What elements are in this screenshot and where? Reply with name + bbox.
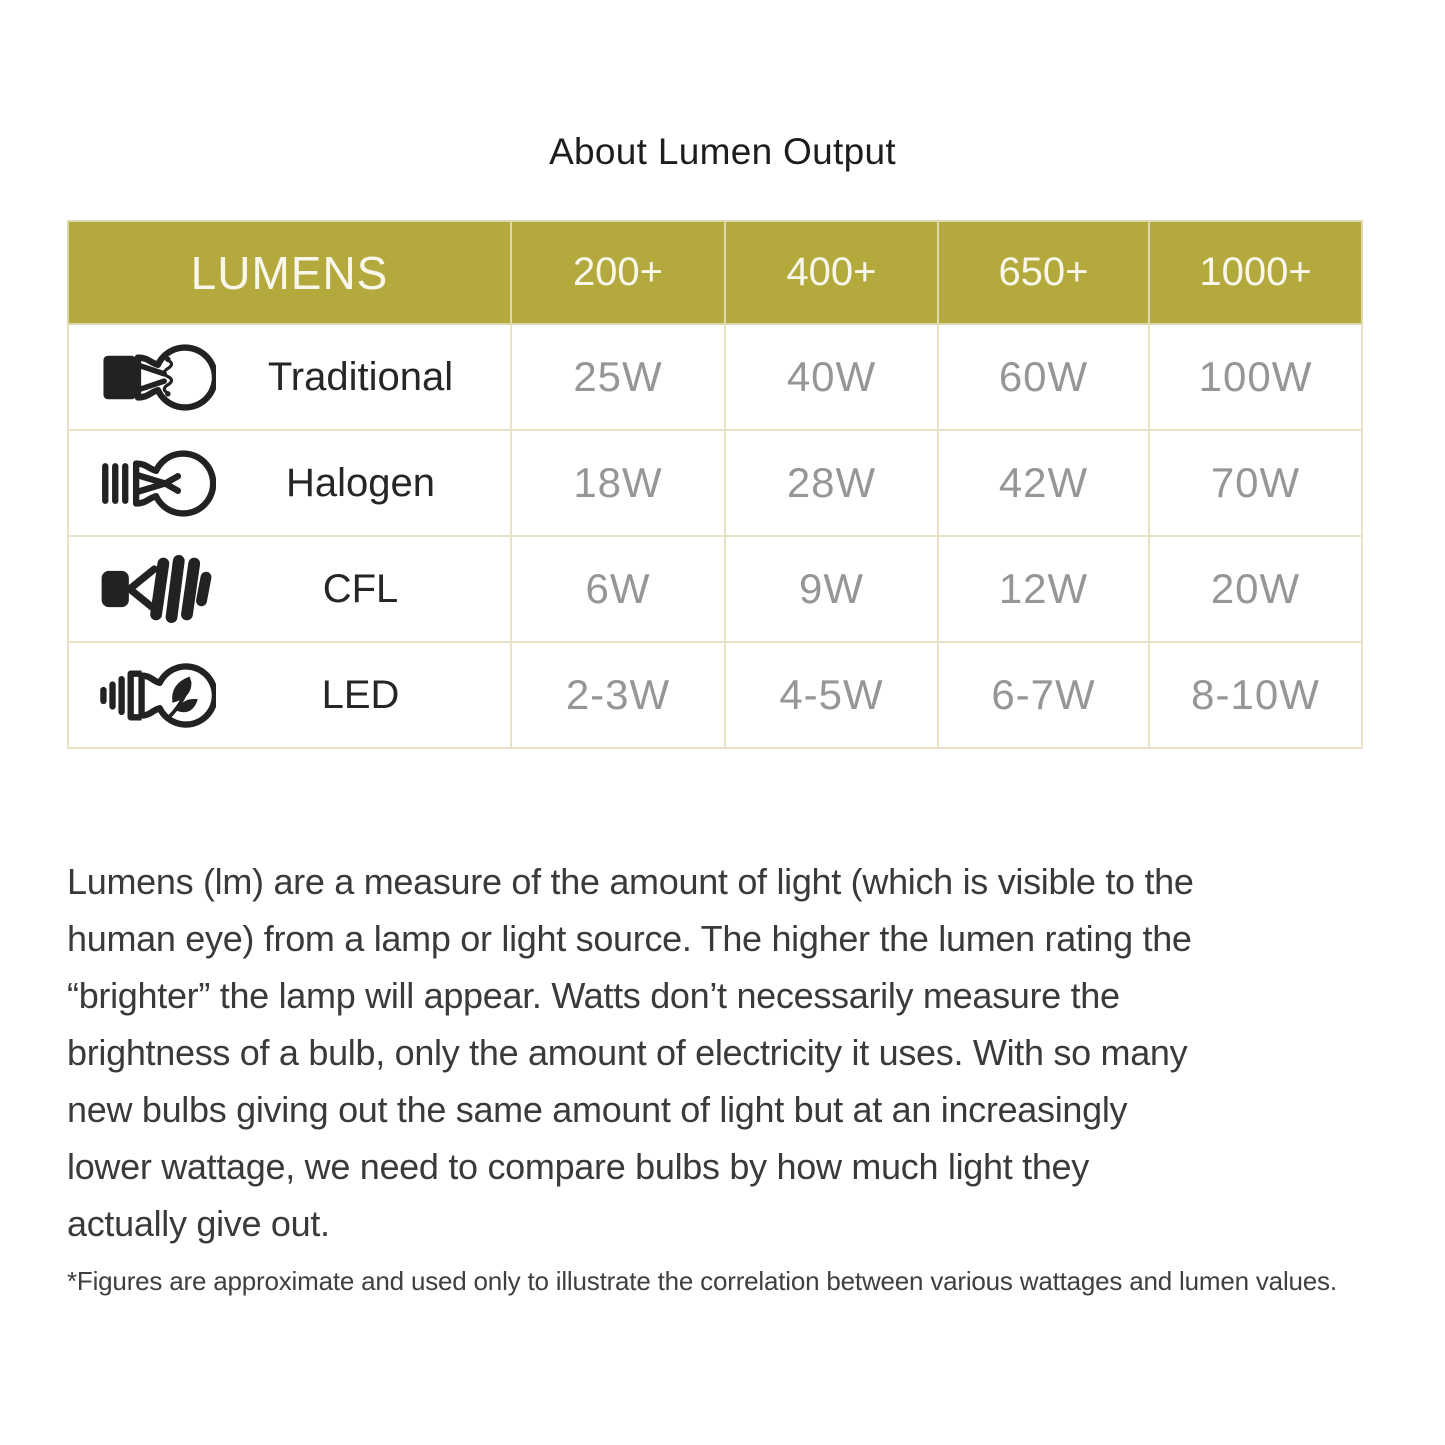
cfl-400-value: 9W (725, 536, 938, 642)
paragraph-line: new bulbs giving out the same amount of light but at an increasingly (67, 1089, 1128, 1130)
row-label-halogen: Halogen (285, 460, 435, 505)
led-bulb-icon (95, 650, 219, 741)
column-header-650: 650+ (938, 221, 1149, 324)
lumens-description-paragraph (67, 853, 1407, 1252)
paragraph-line: Lumens (lm) are a measure of the amount of light (which is visible to the (67, 861, 1194, 902)
led-650-value: 6-7W (938, 642, 1149, 748)
traditional-200-value: 25W (511, 324, 725, 430)
column-header-400: 400+ (725, 221, 938, 324)
paragraph-line: actually give out. (67, 1203, 330, 1244)
lumen-output-table (67, 220, 1363, 749)
table-header-row (68, 221, 1362, 324)
row-label-led: LED (321, 672, 400, 717)
paragraph-line: human eye) from a lamp or light source. The higher the lumen rating the (67, 918, 1192, 959)
led-400-value: 4-5W (725, 642, 938, 748)
cfl-650-value: 12W (938, 536, 1149, 642)
column-header-1000: 1000+ (1149, 221, 1362, 324)
traditional-650-value: 60W (938, 324, 1149, 430)
table-row-traditional (68, 324, 1362, 430)
table-row-halogen (68, 430, 1362, 536)
paragraph-line: “brighter” the lamp will appear. Watts don’t necessarily measure the (67, 975, 1120, 1016)
halogen-650-value: 42W (938, 430, 1149, 536)
led-200-value: 2-3W (511, 642, 725, 748)
traditional-1000-value: 100W (1149, 324, 1362, 430)
paragraph-line: lower wattage, we need to compare bulbs by how much light they (67, 1146, 1089, 1187)
page-title: About Lumen Output (549, 131, 896, 172)
table-row-cfl (68, 536, 1362, 642)
lumens-header-cell: LUMENS (68, 221, 511, 324)
paragraph-line: brightness of a bulb, only the amount of electricity it uses. With so many (67, 1032, 1188, 1073)
halogen-1000-value: 70W (1149, 430, 1362, 536)
column-header-200: 200+ (511, 221, 725, 324)
table-row-led (68, 642, 1362, 748)
row-label-cfl: CFL (322, 566, 399, 611)
traditional-400-value: 40W (725, 324, 938, 430)
halogen-bulb-icon (95, 438, 219, 529)
approximation-footnote: *Figures are approximate and used only to illustrate the correlation between various wattages and lumen values. (67, 1266, 1337, 1296)
cfl-bulb-icon (95, 548, 219, 630)
cfl-200-value: 6W (511, 536, 725, 642)
row-label-traditional: Traditional (267, 354, 454, 399)
cfl-1000-value: 20W (1149, 536, 1362, 642)
led-1000-value: 8-10W (1149, 642, 1362, 748)
halogen-200-value: 18W (511, 430, 725, 536)
halogen-400-value: 28W (725, 430, 938, 536)
incandescent-bulb-icon (95, 332, 219, 423)
